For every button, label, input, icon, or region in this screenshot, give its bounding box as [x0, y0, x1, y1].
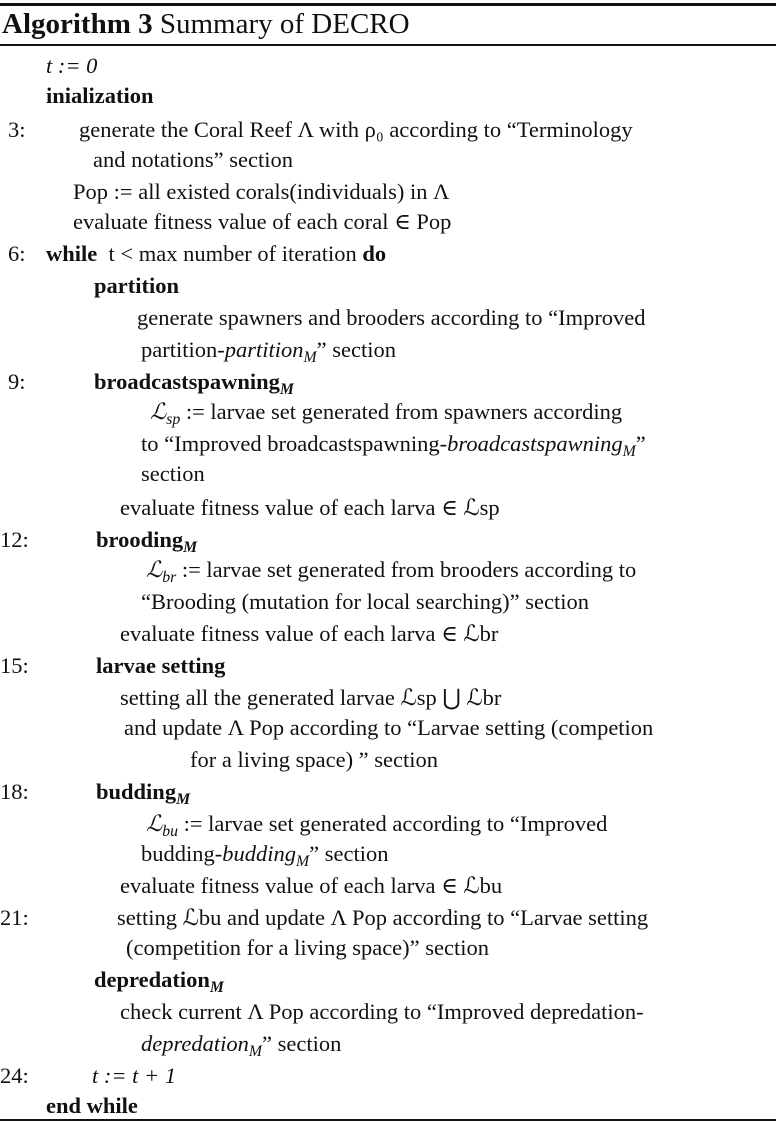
algorithm-name: Summary of DECRO	[159, 8, 410, 40]
line-inialization: inialization	[46, 83, 154, 108]
subscript: M	[279, 381, 294, 398]
line-end-while: end while	[46, 1093, 138, 1118]
line-lbr-def-cont: “Brooding (mutation for local searching)” section	[141, 589, 589, 614]
line-check-current: check current Λ Pop according to “Improved depredation-	[120, 999, 644, 1024]
text-fragment: partition	[224, 337, 304, 362]
line-number-21: 21:	[0, 905, 29, 930]
line-partition-desc-cont	[141, 334, 396, 366]
line-larvae-setting: larvae setting	[96, 653, 226, 678]
line-generate-reef-cont: and notations” section	[93, 147, 293, 172]
line-eval-coral: evaluate fitness value of each coral ∈ Pop	[73, 209, 452, 234]
text-fragment: budding	[222, 841, 297, 866]
script-l: ℒ	[146, 811, 163, 837]
algorithm-label: Algorithm 3	[2, 8, 153, 40]
keyword: budding	[96, 779, 177, 804]
line-update-pop: and update Λ Pop according to “Larvae setting (competion	[124, 715, 654, 740]
line-number-18: 18:	[0, 779, 29, 804]
line-lsp-def	[150, 396, 622, 428]
text-fragment: budding-	[141, 841, 223, 866]
subscript: bu	[162, 823, 178, 840]
line-eval-lbr: evaluate fitness value of each larva ∈ ℒbr	[120, 621, 499, 646]
line-generate-reef: generate the Coral Reef Λ with ρ₀ according to “Terminology	[79, 117, 633, 142]
line-partition: partition	[94, 273, 180, 298]
line-lbu-def-cont	[141, 838, 388, 870]
line-number-15: 15:	[0, 653, 29, 678]
line-depredation	[94, 964, 224, 996]
line-number-24: 24:	[0, 1063, 29, 1088]
header-rule	[0, 44, 776, 46]
line-budding	[96, 776, 190, 808]
text-fragment: ” section	[316, 337, 396, 362]
text-fragment: ” section	[309, 841, 389, 866]
line-increment-t: t := t + 1	[92, 1063, 177, 1088]
bottom-rule	[0, 1119, 776, 1121]
line-lbu-def	[146, 808, 607, 840]
subscript: M	[303, 349, 317, 366]
line-broadcastspawning	[94, 366, 294, 398]
while-condition: t < max number of iteration	[108, 241, 357, 266]
line-while	[46, 238, 386, 270]
keyword: brooding	[96, 527, 184, 552]
algorithm-title	[2, 4, 410, 44]
text-fragment: broadcastspawning	[447, 431, 623, 456]
line-update-pop-cont: for a living space) ” section	[190, 747, 439, 772]
line-lsp-def-cont	[141, 428, 646, 460]
subscript: M	[209, 979, 224, 996]
subscript: sp	[166, 411, 181, 428]
text-fragment: := larvae set generated from brooders according to	[181, 557, 637, 582]
line-pop-def: Pop := all existed corals(individuals) in Λ	[73, 179, 450, 204]
subscript: M	[622, 443, 636, 460]
keyword-do: do	[362, 241, 387, 266]
text-fragment: := larvae set generated according to “Improved	[183, 811, 608, 836]
line-setting-lbu-cont: (competition for a living space)” section	[126, 935, 489, 960]
line-partition-desc: generate spawners and brooders according to “Improved	[137, 305, 646, 330]
line-number-12: 12:	[0, 527, 29, 552]
subscript: br	[162, 569, 177, 586]
text-fragment: to “Improved broadcastspawning-	[141, 431, 448, 456]
line-number-6: 6:	[8, 241, 26, 266]
line-eval-lbu: evaluate fitness value of each larva ∈ ℒbu	[120, 873, 503, 898]
text-fragment: partition-	[141, 337, 225, 362]
keyword: depredation	[94, 967, 210, 992]
script-l: ℒ	[146, 557, 163, 583]
subscript: M	[183, 539, 198, 556]
line-eval-lsp: evaluate fitness value of each larva ∈ ℒsp	[120, 495, 500, 520]
line-brooding	[96, 524, 197, 556]
subscript: M	[296, 853, 310, 870]
text-fragment: ”	[635, 431, 646, 456]
text-fragment: depredation	[141, 1031, 249, 1056]
line-number-3: 3:	[8, 117, 26, 142]
text-fragment: := larvae set generated from spawners according	[185, 399, 623, 424]
line-t-init: t := 0	[46, 53, 98, 78]
subscript: M	[176, 791, 191, 808]
line-lsp-def-section: section	[141, 461, 205, 486]
subscript: M	[248, 1043, 263, 1060]
line-setting-larvae: setting all the generated larvae ℒsp ⋃ ℒbr	[120, 685, 502, 710]
line-number-9: 9:	[8, 369, 26, 394]
text-fragment: ” section	[262, 1031, 342, 1056]
keyword: broadcastspawning	[94, 369, 280, 394]
line-setting-lbu: setting ℒbu and update Λ Pop according to “Larvae setting	[117, 905, 649, 930]
script-l: ℒ	[150, 399, 167, 425]
line-lbr-def	[146, 554, 636, 586]
line-check-current-cont	[141, 1028, 341, 1060]
keyword-while: while	[46, 241, 98, 266]
